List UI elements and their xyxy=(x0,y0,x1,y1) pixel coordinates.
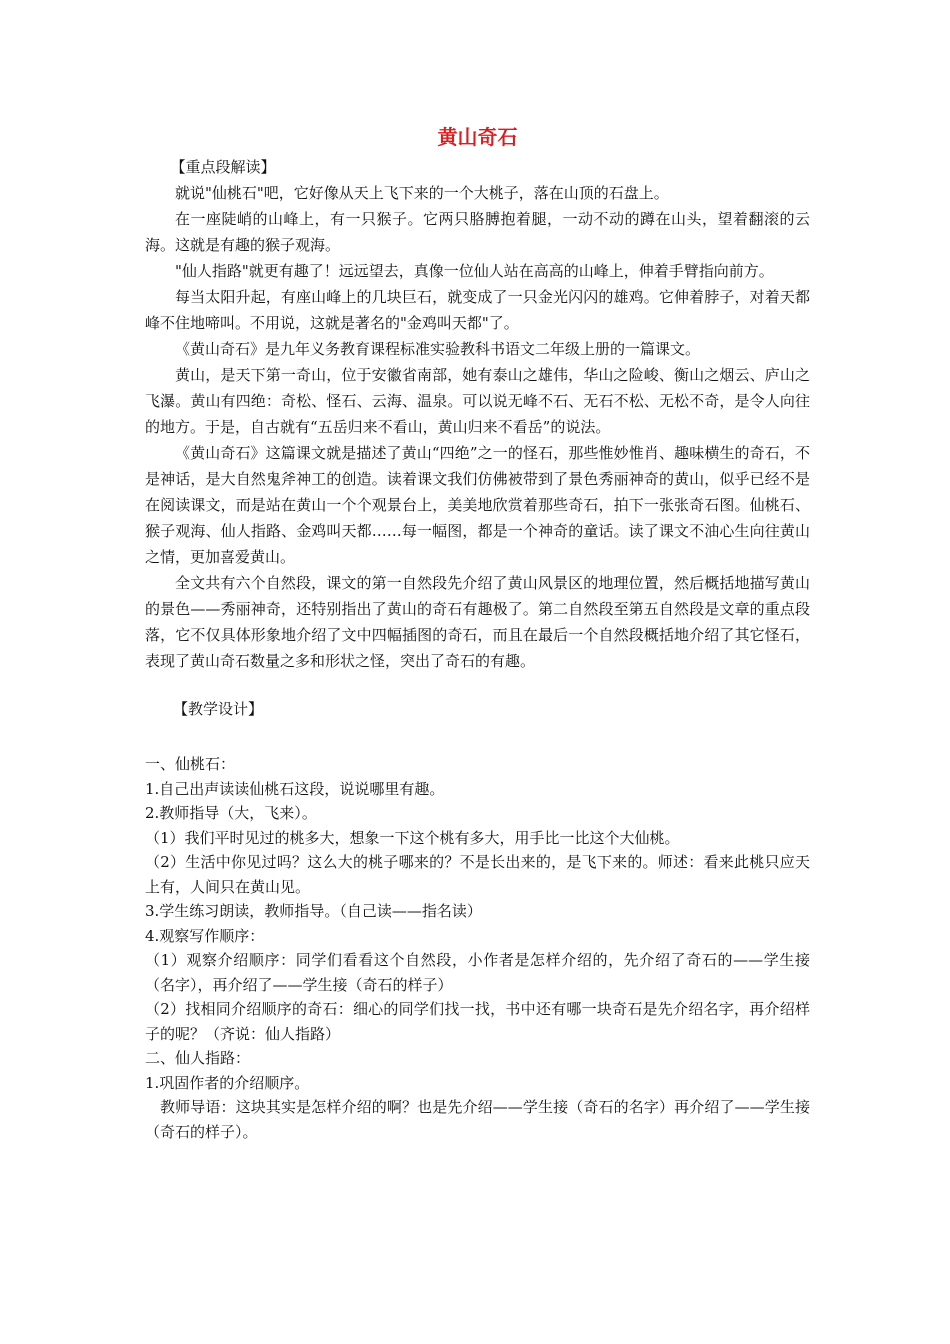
design-line: 一、仙桃石： xyxy=(145,755,236,773)
design-line: 4.观察写作顺序： xyxy=(145,926,265,945)
design-line: 1.巩固作者的介绍顺序。 xyxy=(145,1073,310,1092)
paragraph: 就说"仙桃石"吧，它好像从天上飞下来的一个大桃子，落在山顶的石盘上。 xyxy=(175,184,669,202)
paragraph: 全文共有六个自然段，课文的第一自然段先介绍了黄山风景区的地理位置，然后概括地描写黄山的景色——秀丽神奇，还特别指出了黄山的奇石有趣极了。第二自然段至第五自然段是文章的重点段落，它不仅具体形象地介绍了文中四幅插图的奇石，而且在最后一个自然段概括地介绍了其它怪石，表现了黄山奇石数量之多和形状之怪，突出了奇石的有趣。 xyxy=(145,574,810,670)
document-page xyxy=(145,122,810,1144)
paragraph: 每当太阳升起，有座山峰上的几块巨石，就变成了一只金光闪闪的雄鸡。它伸着脖子，对着天都峰不住地啼叫。不用说，这就是著名的"金鸡叫天都"了。 xyxy=(145,288,810,332)
paragraph: 黄山，是天下第一奇山，位于安徽省南部，她有泰山之雄伟，华山之险峻、衡山之烟云、庐山之飞瀑。黄山有四绝：奇松、怪石、云海、温泉。可以说无峰不石、无石不松、无松不奇，是令人向往的地方。于是，自古就有“五岳归来不看山，黄山归来不看岳”的说法。 xyxy=(145,366,810,436)
design-line: 1.自己出声读读仙桃石这段，说说哪里有趣。 xyxy=(145,779,445,798)
design-paragraph: 教师导语：这块其实是怎样介绍的啊？也是先介绍——学生接（奇石的名字）再介绍了——学生接（奇石的样子）。 xyxy=(145,1098,810,1141)
teaching-design-section xyxy=(145,752,810,1144)
design-line: （1）观察介绍顺序：同学们看看这个自然段，小作者是怎样介绍的，先介绍了奇石的——学生接（名字），再介绍了——学生接（奇石的样子） xyxy=(145,951,810,994)
paragraph: 《黄山奇石》是九年义务教育课程标准实验教科书语文二年级上册的一篇课文。 xyxy=(175,340,701,358)
design-line: （2）找相同介绍顺序的奇石：细心的同学们找一找，书中还有哪一块奇石是先介绍名字，再介绍样子的呢？（齐说：仙人指路） xyxy=(145,1000,810,1043)
design-line: （1）我们平时见过的桃多大，想象一下这个桃有多大，用手比一比这个大仙桃。 xyxy=(145,828,680,847)
paragraph: "仙人指路"就更有趣了！远远望去，真像一位仙人站在高高的山峰上，伸着手臂指向前方。 xyxy=(175,262,774,280)
paragraph: 《黄山奇石》这篇课文就是描述了黄山“四绝”之一的怪石，那些惟妙惟肖、趣味横生的奇石，不是神话，是大自然鬼斧神工的创造。读着课文我们仿佛被带到了景色秀丽神奇的黄山，似乎已经不是在阅读课文，而是站在黄山一个个观景台上，美美地欣赏着那些奇石，拍下一张张奇石图。仙桃石、猴子观海、仙人指路、金鸡叫天都……每一幅图，都是一个神奇的童话。读了课文不油心生向往黄山之情，更加喜爱黄山。 xyxy=(145,444,810,566)
design-line: 3.学生练习朗读，教师指导。（自己读——指名读） xyxy=(145,902,482,920)
key-paragraphs-section xyxy=(145,180,810,674)
section-heading-key-paragraphs: 【重点段解读】 xyxy=(170,158,276,176)
design-line: 2.教师指导（大，飞来）。 xyxy=(145,804,317,822)
design-line: 二、仙人指路： xyxy=(145,1049,251,1067)
paragraph: 在一座陡峭的山峰上，有一只猴子。它两只胳膊抱着腿，一动不动的蹲在山头，望着翻滚的云海。这就是有趣的猴子观海。 xyxy=(145,210,810,254)
section-heading-teaching-design: 【教学设计】 xyxy=(173,700,264,718)
design-line: （2）生活中你见过吗？这么大的桃子哪来的？不是长出来的，是飞下来的。师述：看来此桃只应天上有，人间只在黄山见。 xyxy=(145,853,810,896)
document-title: 黄山奇石 xyxy=(437,125,518,149)
